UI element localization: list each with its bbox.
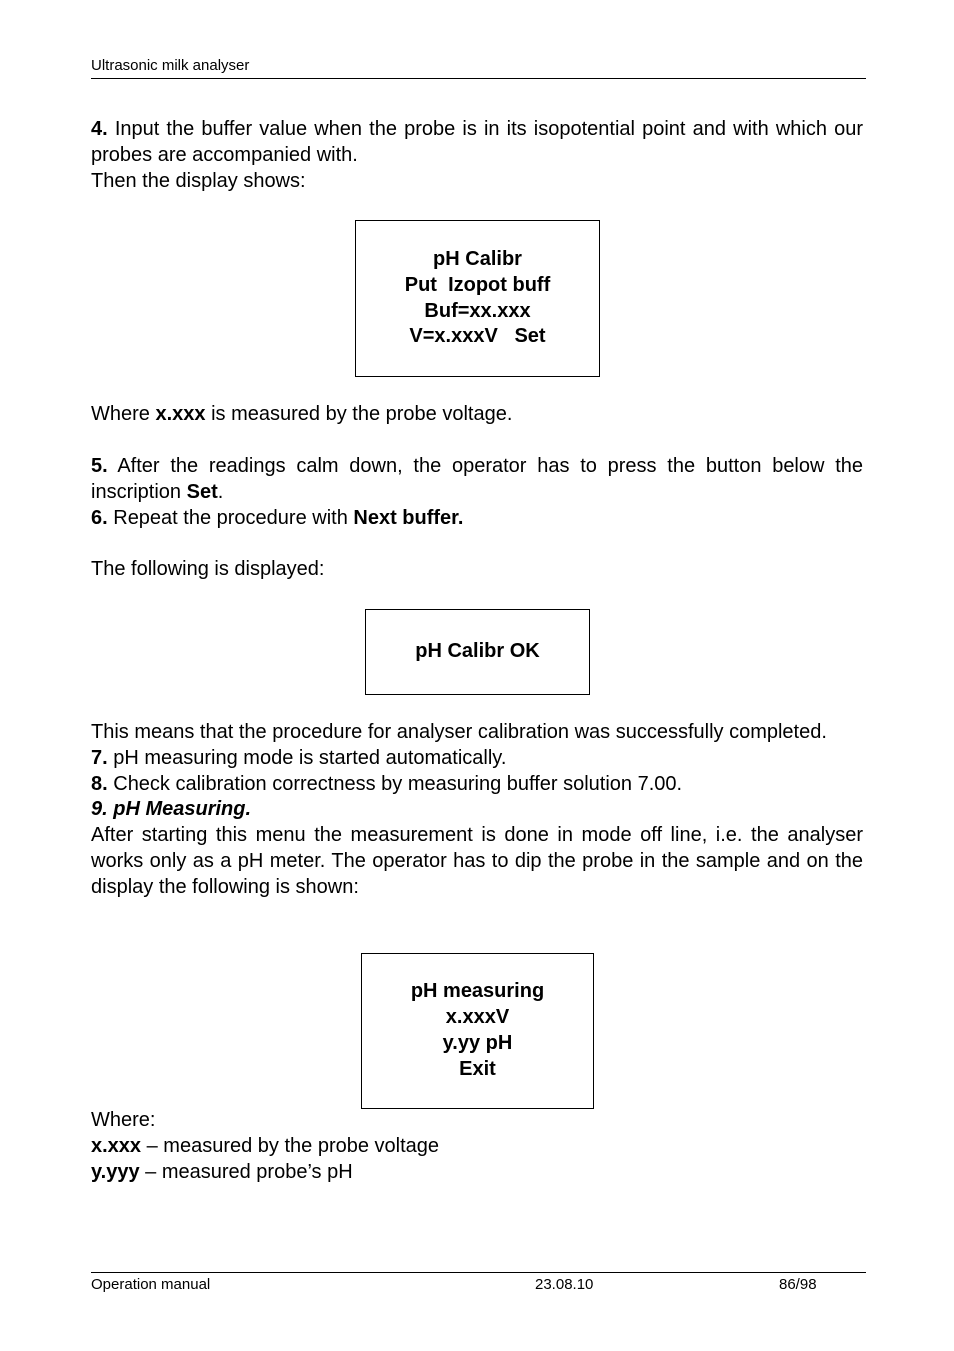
where-item — [91, 1134, 863, 1160]
step-5-paragraph — [91, 454, 863, 506]
step-7-text: pH measuring mode is started automatically. — [107, 746, 507, 769]
step-7-paragraph — [91, 746, 863, 772]
step-5-text: After the readings calm down, the operator has to press the button below the inscription — [91, 455, 863, 503]
where-list-section — [91, 1108, 863, 1185]
step-8-number: 8. — [91, 772, 108, 795]
success-paragraph: This means that the procedure for analyser calibration was successfully completed. — [91, 721, 827, 743]
display-line: Put Izopot buff — [404, 273, 551, 296]
display-measuring-box — [361, 953, 594, 1109]
following-text: The following is displayed: — [91, 558, 325, 580]
display-line: pH Calibr OK — [415, 640, 540, 663]
where-item-text: – measured by the probe voltage — [141, 1134, 440, 1157]
where-item-bold: x.xxx — [91, 1134, 142, 1157]
page-footer — [91, 1272, 866, 1297]
success-section — [91, 720, 863, 901]
footer-left: Operation manual — [91, 1276, 211, 1293]
step-4-section — [91, 117, 863, 194]
step-6-paragraph — [91, 506, 863, 532]
display-line: Buf=xx.xxx — [424, 299, 531, 322]
where-post: is measured by the probe voltage. — [205, 403, 513, 425]
header-title: Ultrasonic milk analyser — [91, 57, 250, 74]
measuring-paragraph: After starting this menu the measurement is done in mode off line, i.e. the analyser works only as a pH meter. The operator has to dip the probe in the sample and on the display the following is shown: — [91, 824, 863, 898]
step-6-text: Repeat the procedure with — [107, 506, 354, 529]
where-voltage-paragraph — [91, 402, 863, 428]
display-calibration-box — [355, 220, 600, 377]
where-bold: x.xxx — [155, 403, 206, 425]
where-item-text: – measured probe’s pH — [139, 1160, 353, 1183]
display-line: x.xxxV — [445, 1006, 510, 1029]
display-line: pH Calibr — [433, 247, 522, 270]
page-header — [91, 56, 866, 79]
step-6-number: 6. — [91, 506, 108, 529]
steps-5-6-section — [91, 454, 863, 531]
step-7-number: 7. — [91, 746, 108, 769]
step-4-number: 4. — [91, 118, 108, 140]
step-5-post: . — [217, 480, 224, 503]
following-section — [91, 557, 863, 583]
step-9-heading-text: 9. pH Measuring. — [91, 798, 252, 821]
display-calibration-ok-box — [365, 609, 590, 695]
step-4-paragraph — [91, 117, 863, 169]
footer-page-number: 86/98 — [779, 1276, 817, 1293]
display-line: y.yy pH — [442, 1032, 513, 1054]
where-item — [91, 1160, 863, 1186]
step-9-heading — [91, 797, 863, 823]
where-item-bold: y.yyy — [91, 1160, 140, 1183]
step-5-bold: Set — [186, 480, 218, 503]
where-voltage-section — [91, 402, 863, 428]
display-line: pH measuring — [410, 980, 545, 1003]
step-8-paragraph — [91, 772, 863, 798]
step-5-number: 5. — [91, 455, 108, 477]
where-pre: Where — [91, 403, 156, 425]
where-label: Where: — [91, 1109, 156, 1131]
step-4-text: Input the buffer value when the probe is in its isopotential point and with which our probes are accompanied with. — [91, 118, 863, 166]
display-line: Exit — [459, 1057, 496, 1080]
display-line: V=x.xxxV Set — [409, 325, 546, 348]
step-8-text: Check calibration correctness by measuring buffer solution 7.00. — [107, 772, 683, 795]
step-4-then: Then the display shows: — [91, 169, 306, 192]
footer-date: 23.08.10 — [535, 1276, 594, 1293]
step-6-bold: Next buffer. — [353, 506, 464, 529]
